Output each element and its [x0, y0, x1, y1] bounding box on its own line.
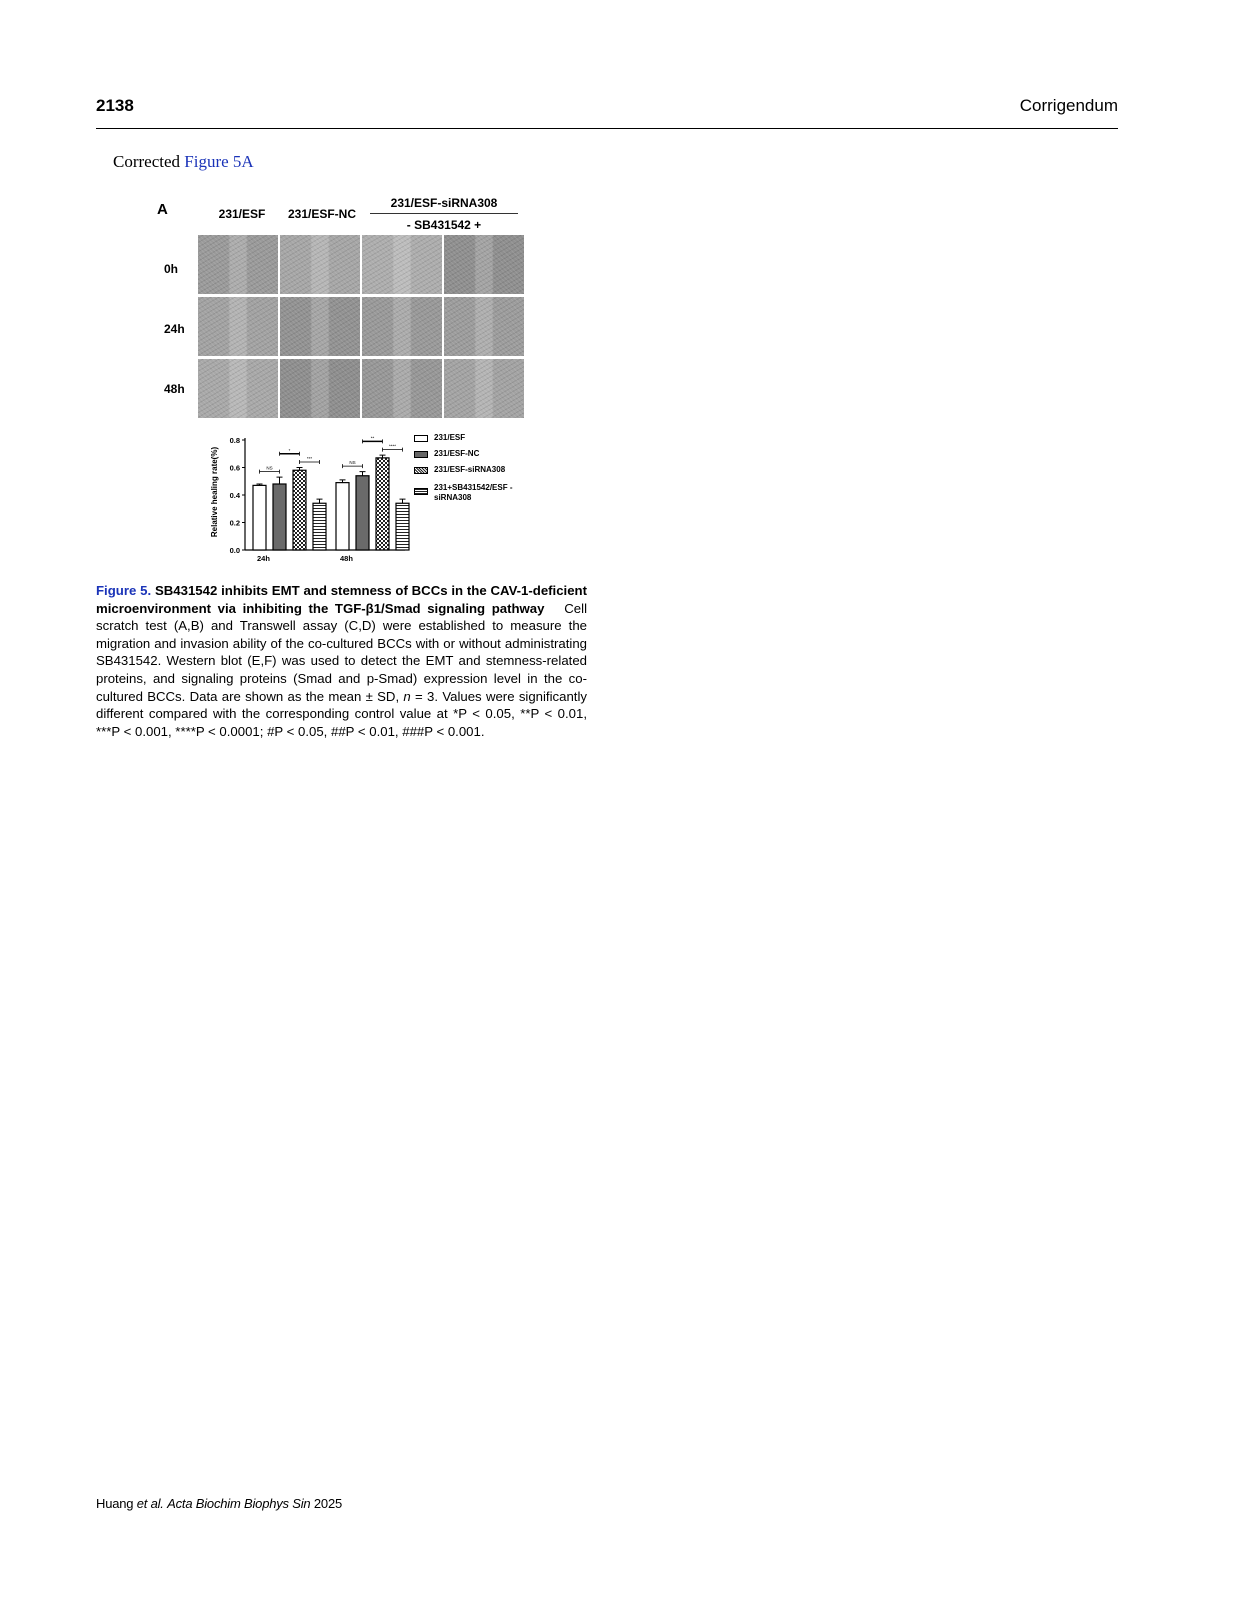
bar [336, 483, 349, 550]
scratch-image [280, 359, 360, 418]
healing-rate-chart [205, 430, 415, 568]
scratch-image [280, 297, 360, 356]
caption-body-2: = 3. Values were significantly different compared with the corresponding control value at [96, 688, 587, 722]
column-label-sirna: 231/ESF-siRNA308 [390, 196, 498, 210]
y-axis-label: Relative healing rate(%) [210, 446, 219, 538]
caption-title: SB431542 inhibits EMT and stemness of BCCs in the CAV-1-deficient microenvironment via inhibiting the TGF-β1/Smad signaling pathway [96, 583, 587, 616]
caption-stats: *P < 0.05, **P < 0.01, ***P < 0.001, ****P < 0.0001; #P < 0.05, ##P < 0.01, ###P < 0.001. [96, 706, 587, 739]
caption-n-symbol: n [403, 688, 411, 704]
legend-swatch-white [414, 435, 428, 442]
bar [273, 484, 286, 550]
significance-label: **** [388, 443, 397, 449]
scratch-image [362, 235, 442, 294]
scratch-image-grid [198, 235, 526, 418]
scratch-image [444, 235, 524, 294]
row-label-24h: 24h [164, 322, 185, 336]
scratch-image [444, 297, 524, 356]
x-tick-label: 24h [257, 554, 270, 563]
legend-label: 231/ESF-NC [434, 449, 480, 458]
significance-label: ** [370, 435, 375, 441]
scratch-image [444, 359, 524, 418]
panel-letter: A [157, 201, 168, 218]
row-label-0h: 0h [164, 262, 179, 276]
corrected-prefix: Corrected [113, 152, 181, 171]
scratch-image [198, 235, 278, 294]
y-tick-label: 0.0 [229, 546, 240, 555]
scratch-image [362, 297, 442, 356]
legend-item [414, 465, 524, 481]
y-tick-label: 0.4 [229, 491, 240, 500]
sirna-bracket-line [370, 213, 518, 214]
footer-authors: Huang [96, 1496, 134, 1511]
figure-caption [96, 582, 587, 740]
scratch-image [198, 359, 278, 418]
column-label-esf-nc: 231/ESF-NC [287, 207, 357, 221]
legend-label: 231+SB431542/ESF -siRNA308 [434, 483, 513, 502]
legend-label: 231/ESF [434, 433, 466, 442]
caption-figure-ref[interactable]: Figure 5. [96, 583, 152, 598]
scratch-image [280, 235, 360, 294]
legend-swatch-hlines [414, 488, 428, 495]
footer-year: 2025 [313, 1496, 343, 1511]
chart-legend [414, 433, 524, 505]
section-label: Corrigendum [1019, 96, 1118, 115]
y-tick-label: 0.8 [229, 436, 240, 445]
significance-label: *** [306, 456, 313, 461]
sb431542-label: - SB431542 + [406, 218, 482, 232]
column-label-esf: 231/ESF [218, 207, 266, 221]
footer-citation [96, 1496, 342, 1511]
legend-label: 231/ESF-siRNA308 [434, 465, 506, 474]
scratch-image [362, 359, 442, 418]
bar [396, 503, 409, 550]
y-tick-label: 0.6 [229, 463, 240, 473]
y-tick-label: 0.2 [229, 518, 240, 528]
legend-item [414, 483, 524, 505]
significance-label: * [288, 447, 291, 453]
significance-label: NS [266, 465, 273, 471]
bar [376, 458, 389, 550]
bar [313, 503, 326, 550]
bar [356, 476, 369, 550]
footer-etal: et al. [136, 1496, 164, 1511]
corrected-figure-title [113, 152, 254, 172]
figure-5a [150, 190, 550, 570]
caption-body: Cell scratch test (A,B) and Transwell assay (C,D) were established to measure the migration and invasion ability of the co-cultured BCCs with or without administrating SB431542. Western blot (E,F) was used to detect the EMT and stemness-related proteins, and signaling proteins (Smad and p-Smad) expression level in the co-cultured BCCs. Data are shown as the mean ± SD, [96, 600, 587, 704]
footer-journal: Acta Biochim Biophys Sin [167, 1496, 311, 1511]
legend-swatch-checker [414, 467, 428, 474]
page-number: 2138 [96, 96, 134, 115]
legend-item [414, 433, 524, 449]
bar [253, 485, 266, 550]
significance-label: NS [349, 460, 356, 466]
scratch-image [198, 297, 278, 356]
row-label-48h: 48h [164, 382, 185, 396]
legend-item [414, 449, 524, 465]
header-rule [96, 128, 1118, 129]
bar [293, 470, 306, 550]
x-tick-label: 48h [340, 554, 353, 563]
figure-link[interactable]: Figure 5A [184, 152, 254, 171]
legend-swatch-gray [414, 451, 428, 458]
